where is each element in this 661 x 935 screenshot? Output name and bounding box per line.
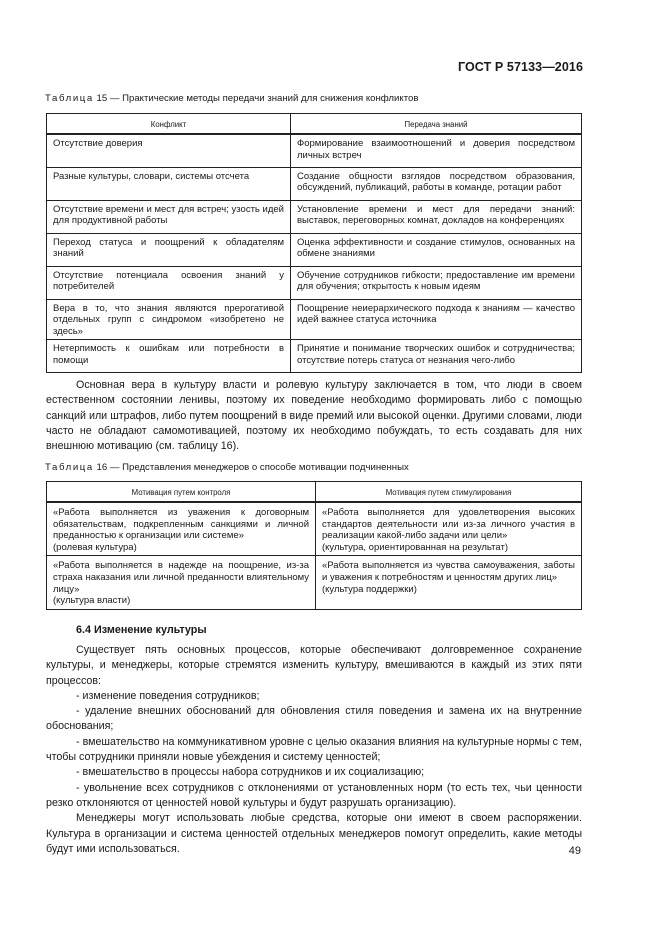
paragraph-text: Основная вера в культуру власти и ролевую культуру заключается в том, что люди в своем естественном состоянии ленивы, поэтому их поведение необходимо формировать либо с помощью санкций или штрафов, либо путем поощрений в виде премий или высокой оценки. Другими словами, люди часто не обладают самомотивацией, поэтому их необходимо побуждать, то есть создавать для них внешнюю мотивацию (см. таблицу 16). [46,379,582,453]
paragraph-text: Менеджеры могут использовать любые средства, которые они имеют в своем распоряжении. Культура в организации и система ценностей отдельных менеджеров помогут определить, какие методы будут ими использоваться. [46,812,582,855]
table15-cell-conflict: Отсутствие потенциала освоения знаний у потребителей [47,266,291,299]
table15-caption-prefix: Таблица [45,93,94,104]
table15-cell-transfer: Принятие и понимание творческих ошибок и сотрудничества; отсутствие потерь статуса от незнания чего-либо [291,340,582,373]
table16-header-stimulation: Мотивация путем стимулирования [316,482,582,503]
table15-header-row [47,114,582,135]
motivation-paragraph [46,378,582,454]
table15-cell-transfer: Формирование взаимоотношений и доверия посредством личных встреч [291,134,582,167]
table-16 [46,481,582,610]
table-row [47,167,582,200]
table15-header-conflict: Конфликт [47,114,291,135]
list-item: - изменение поведения сотрудников; [76,689,260,702]
table-row [47,340,582,373]
list-item: - вмешательство на коммуникативном уровне с целью оказания влияния на культурные нормы с тем, чтобы сотрудники приняли новые убеждения и систему ценностей; [46,735,582,764]
table-row [47,299,582,340]
table15-cell-transfer: Установление времени и мест для передачи знаний: выставок, переговорных комнат, докладов на конференциях [291,200,582,233]
table-row [47,200,582,233]
table16-caption [45,462,409,474]
table15-cell-conflict: Вера в то, что знания являются прерогативой отдельных групп с синдромом «изобретено не здесь» [47,299,291,340]
paragraph-text: Существует пять основных процессов, которые обеспечивают долговременное сохранение культуры, и менеджеры, которые стремятся изменить культуру, вмешиваются в каждый из этих пяти процессов: [46,644,582,687]
table15-cell-conflict: Переход статуса и поощрений к обладателям знаний [47,233,291,266]
table-row [47,134,582,167]
table-row [47,266,582,299]
table16-caption-text: 16 — Представления менеджеров о способе мотивации подчиненных [93,462,409,473]
table15-cell-transfer: Оценка эффективности и создание стимулов, основанных на обмене знаниями [291,233,582,266]
table16-cell-stimulation: «Работа выполняется из чувства самоуважения, заботы и уважения к потребностям и ценностям других лиц» (культура поддержки) [316,556,582,609]
table15-cell-transfer: Создание общности взглядов посредством образования, обсуждений, публикаций, работы в команде, ротации работ [291,167,582,200]
table-row [47,502,582,556]
table15-cell-conflict: Разные культуры, словари, системы отсчета [47,167,291,200]
section-title: 6.4 Изменение культуры [76,624,207,636]
table15-caption-text: 15 — Практические методы передачи знаний для снижения конфликтов [93,93,419,104]
table15-caption [45,93,418,105]
table-15 [46,113,582,373]
table15-header-transfer: Передача знаний [291,114,582,135]
table15-cell-conflict: Отсутствие доверия [47,134,291,167]
table15-cell-transfer: Обучение сотрудников гибкости; предоставление им времени для обучения; открытость к новым идеям [291,266,582,299]
table16-cell-control: «Работа выполняется в надежде на поощрение, из-за страха наказания или личной преданности влиятельному лицу» (культура власти) [47,556,316,609]
culture-change-text [46,643,582,857]
document-code: ГОСТ Р 57133—2016 [457,60,583,74]
page-number: 49 [568,845,581,857]
table15-cell-conflict: Отсутствие времени и мест для встреч; узость идей для продуктивной работы [47,200,291,233]
table16-header-control: Мотивация путем контроля [47,482,316,503]
table-row [47,233,582,266]
table15-cell-transfer: Поощрение неиерархического подхода к знаниям — качество идей важнее статуса источника [291,299,582,340]
table15-cell-conflict: Нетерпимость к ошибкам или потребности в помощи [47,340,291,373]
table16-header-row [47,482,582,503]
list-item: - увольнение всех сотрудников с отклонениями от установленных норм (то есть тех, чьи ценности резко отклоняются от ценностей новой культуры и будут разрушать организацию). [46,781,582,809]
table-row [47,556,582,609]
table16-cell-stimulation: «Работа выполняется для удовлетворения высоких стандартов деятельности или из-за личного участия в реализации какой-либо задачи или цели» (культура, ориентированная на результат) [316,502,582,556]
table16-cell-control: «Работа выполняется из уважения к договорным обязательствам, подкрепленным санкциями и личной преданностью к организации или системе» (ролевая культура) [47,502,316,556]
list-item: - вмешательство в процессы набора сотрудников и их социализацию; [76,766,425,779]
table16-caption-prefix: Таблица [45,462,94,473]
list-item: - удаление внешних обоснований для обновления стиля поведения и замена их на внутренние обоснования; [46,705,582,733]
